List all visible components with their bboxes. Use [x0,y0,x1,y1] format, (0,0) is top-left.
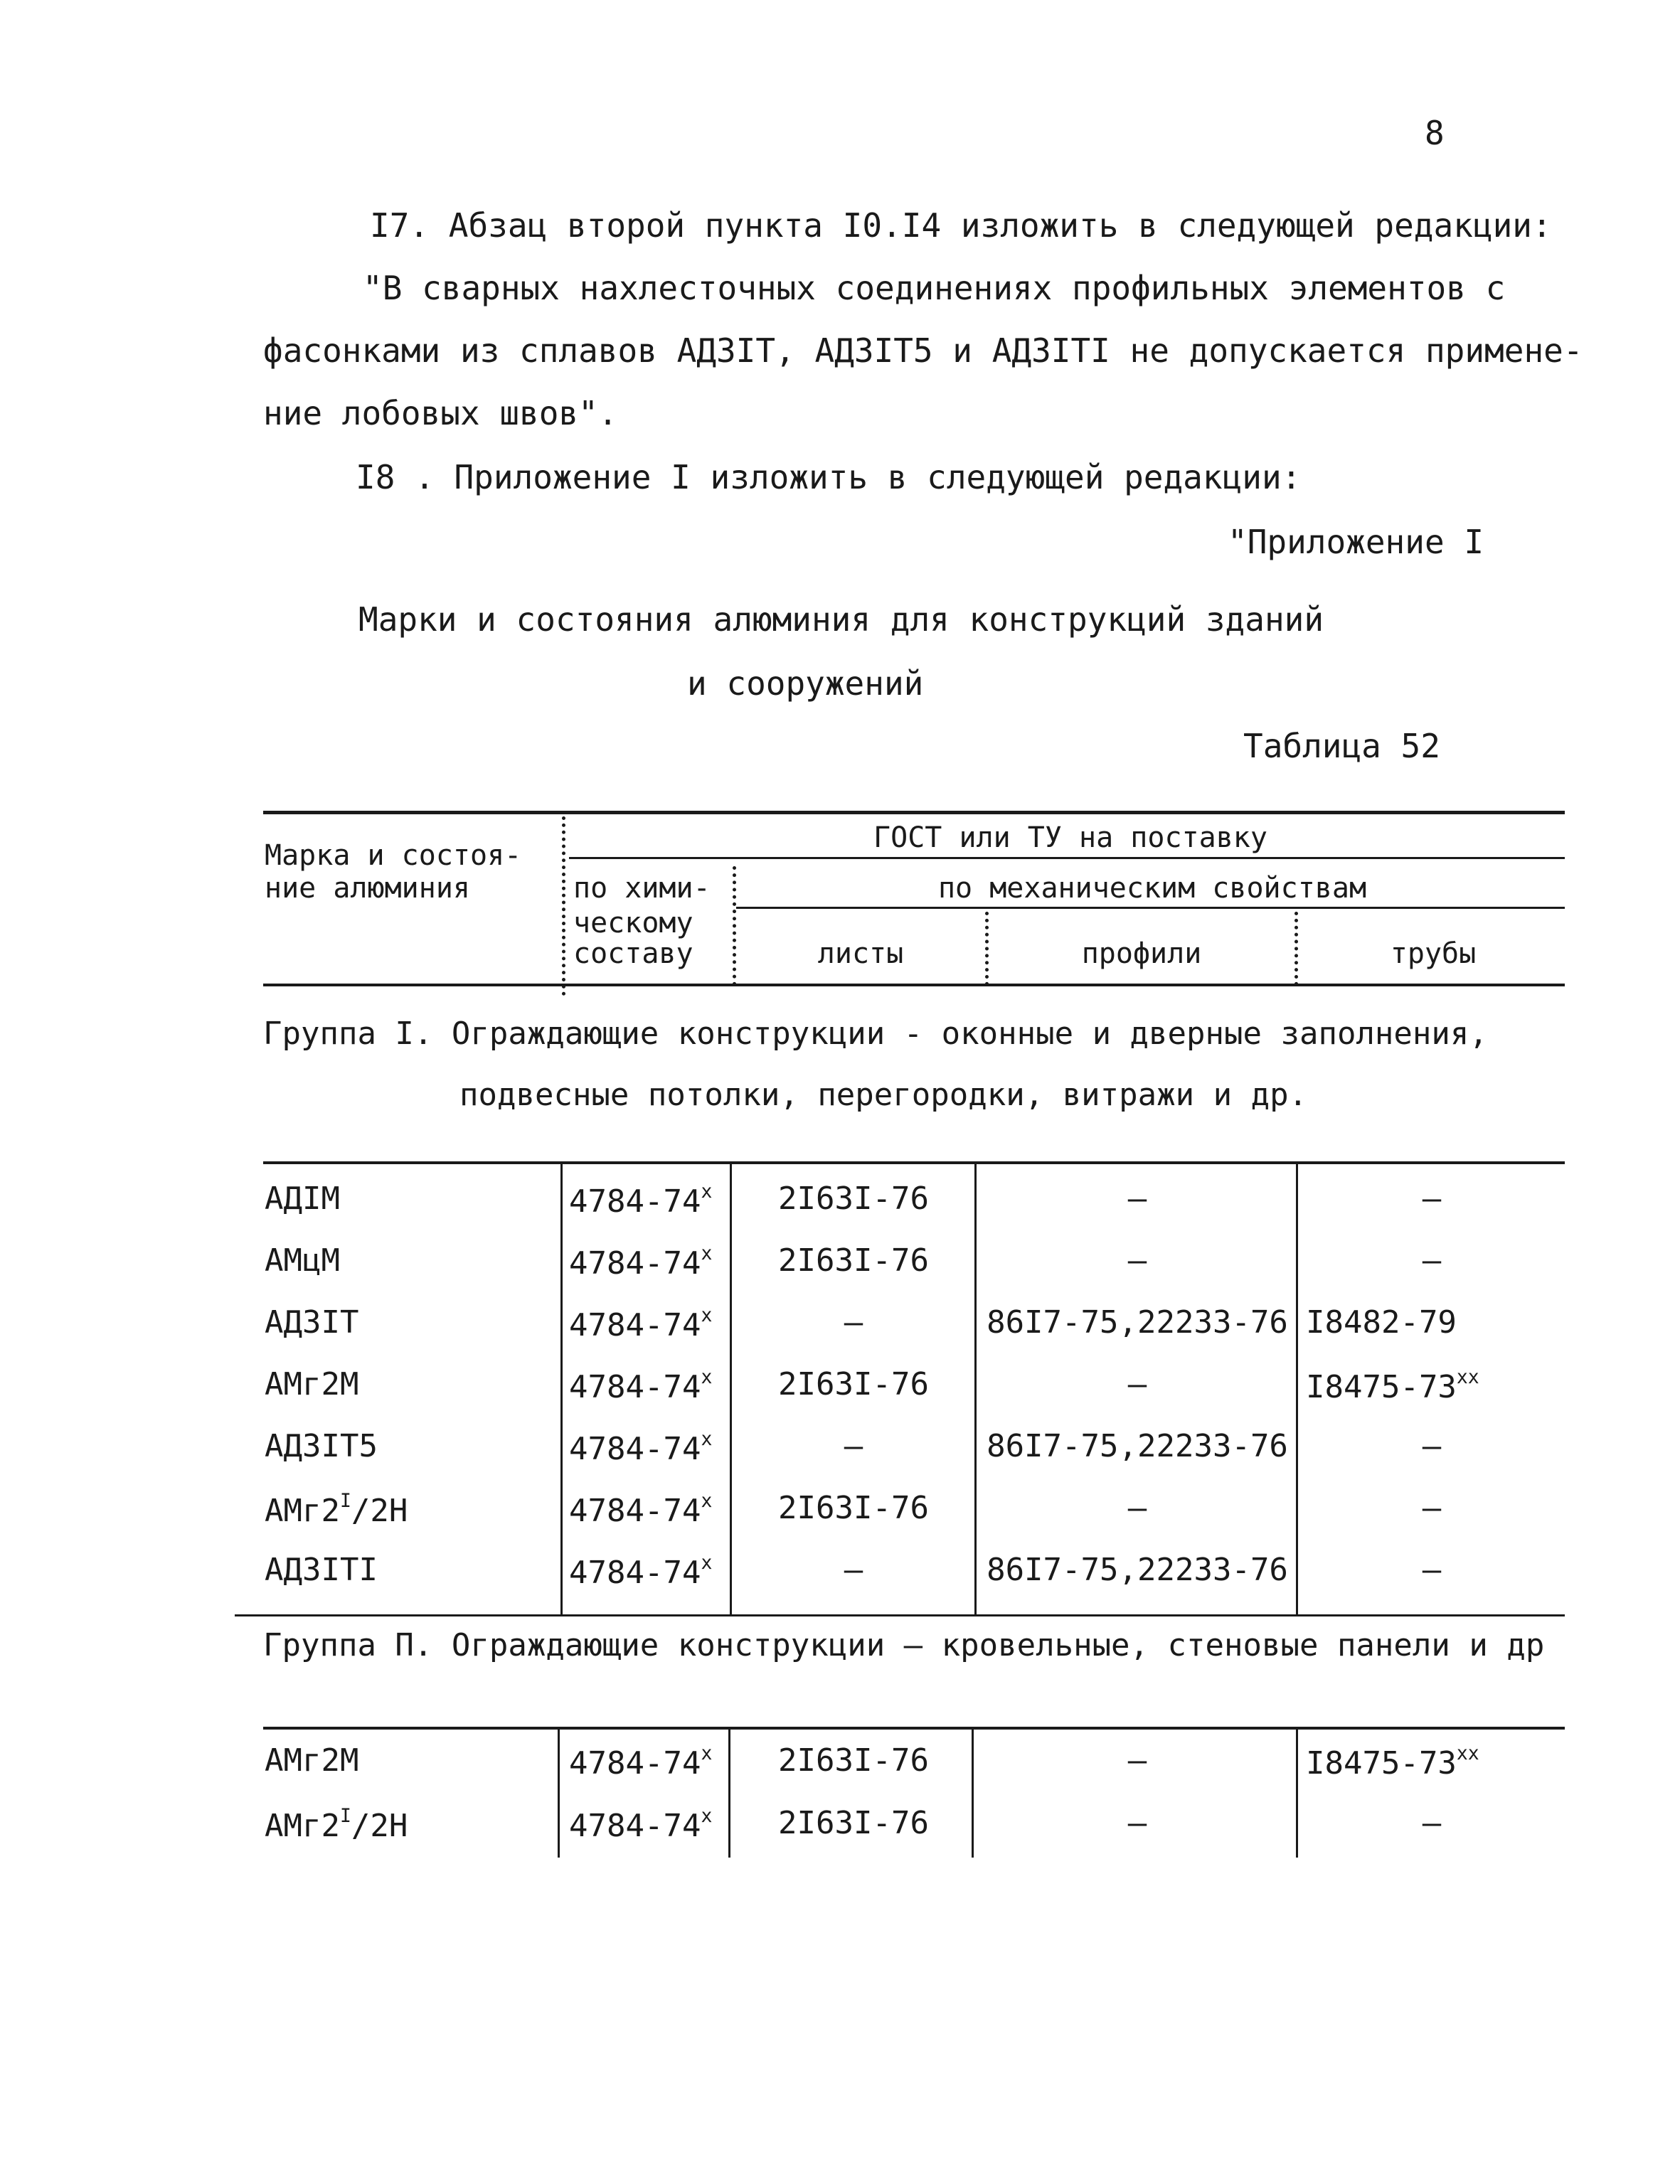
tubes-standard: – [1422,1552,1442,1588]
profiles-standard: – [1127,1242,1147,1279]
cell-tubes [1306,1304,1457,1341]
cell-chem [569,1552,712,1591]
tubes-standard: I8475-73 [1306,1368,1457,1405]
cell-chem [569,1304,712,1343]
cell-sheets [733,1304,974,1341]
profiles-standard: 86I7-75,22233-76 [987,1304,1288,1341]
profiles-standard: 86I7-75,22233-76 [987,1552,1288,1588]
header-profiles: профили [1081,937,1202,970]
profiles-standard: – [1127,1366,1147,1402]
group-1-heading-line-1: Группа I. Ограждающие конструкции - оконные и дверные заполнения, [263,1016,1488,1052]
group-2-col-divider-1 [558,1730,560,1858]
cell-grade [265,1742,358,1779]
sheets-standard: – [844,1552,863,1588]
paragraph-17-line-3: фасонками из сплавов АД3IТ, АД3IТ5 и АД3IТI не допускается примене- [263,331,1583,370]
page-number: 8 [1425,114,1445,152]
header-chem-3: составу [573,937,693,970]
chem-standard: 4784-74 [569,1183,701,1220]
appendix-label: "Приложение I [1228,523,1484,561]
header-chem-1: по хими- [573,872,711,905]
header-tubes: трубы [1390,937,1477,970]
title-line-1: Марки и состояния алюминия для конструкций зданий [358,600,1324,639]
grade-text: АМг2М [265,1742,359,1779]
header-divider-1 [562,816,565,996]
chem-standard: 4784-74 [569,1554,701,1591]
group-1-col-divider-2 [730,1163,732,1614]
cell-profiles [977,1805,1297,1841]
chem-standard: 4784-74 [569,1245,701,1282]
cell-chem [569,1490,712,1529]
chem-superscript: х [701,1304,713,1326]
cell-profiles [977,1428,1297,1464]
grade-text: АДIМ [265,1181,340,1217]
sheets-standard: 2I63I-76 [778,1242,929,1279]
cell-profiles [977,1242,1297,1279]
group-2-col-divider-2 [728,1730,730,1858]
cell-grade [265,1805,408,1844]
sheets-standard: 2I63I-76 [778,1490,929,1526]
header-grade-2: ние алюминия [265,872,470,905]
chem-standard: 4784-74 [569,1807,701,1844]
cell-tubes [1299,1428,1565,1464]
profiles-standard: – [1127,1490,1147,1526]
grade-text: АД3IТI [265,1552,378,1588]
cell-sheets [733,1428,974,1464]
tubes-standard: – [1422,1181,1442,1217]
cell-profiles [977,1366,1297,1402]
cell-grade [265,1428,378,1464]
sheets-standard: – [844,1304,863,1341]
chem-superscript: х [701,1242,713,1264]
cell-chem [569,1366,712,1405]
chem-superscript: х [701,1742,713,1764]
cell-grade [265,1552,378,1588]
chem-standard: 4784-74 [569,1306,701,1343]
cell-tubes [1299,1805,1565,1841]
grade-text: АД3IТ5 [265,1428,378,1464]
cell-grade [265,1304,358,1341]
chem-standard: 4784-74 [569,1492,701,1529]
header-gost: ГОСТ или ТУ на поставку [873,821,1267,854]
cell-sheets [733,1805,974,1841]
paragraph-17-line-1: I7. Абзац второй пункта I0.I4 изложить в следующей редакции: [370,206,1552,245]
tubes-standard: I8475-73 [1306,1744,1457,1781]
tubes-standard: – [1422,1490,1442,1526]
title-line-2: и сооружений [687,664,924,703]
sheets-standard: 2I63I-76 [778,1805,929,1841]
cell-grade [265,1366,358,1402]
tubes-standard: – [1422,1428,1442,1464]
cell-sheets [733,1181,974,1217]
cell-profiles [977,1181,1297,1217]
cell-profiles [977,1742,1297,1779]
group-1-top-rule [263,1161,1565,1164]
header-chem-2: ческому [573,907,693,939]
cell-chem [569,1805,712,1844]
chem-superscript: х [701,1490,713,1512]
header-divider-4 [1294,912,1298,986]
cell-chem [569,1242,712,1282]
paragraph-18: I8 . Приложение I изложить в следующей редакции: [356,458,1302,496]
cell-profiles [977,1304,1297,1341]
profiles-standard: – [1127,1181,1147,1217]
cell-grade [265,1242,340,1279]
group-1-col-divider-1 [560,1163,563,1614]
sheets-standard: 2I63I-76 [778,1742,929,1779]
group-2-heading: Группа П. Ограждающие конструкции – кровельные, стеновые панели и др [263,1627,1545,1663]
chem-superscript: х [701,1181,713,1203]
profiles-standard: 86I7-75,22233-76 [987,1428,1288,1464]
grade-text: АМг2 [265,1807,340,1844]
chem-superscript: х [701,1805,713,1827]
header-mech: по механическим свойствам [937,872,1367,905]
tubes-superscript: хх [1456,1366,1479,1388]
cell-chem [569,1742,712,1781]
cell-sheets [733,1742,974,1779]
chem-superscript: х [701,1552,713,1574]
cell-tubes [1299,1490,1565,1526]
profiles-standard: – [1127,1805,1147,1841]
sheets-standard: 2I63I-76 [778,1181,929,1217]
group-1-col-divider-3 [974,1163,977,1614]
tubes-standard: – [1422,1805,1442,1841]
header-divider-3 [985,912,989,986]
cell-tubes [1306,1742,1479,1781]
cell-profiles [977,1552,1297,1588]
cell-tubes [1299,1242,1565,1279]
header-divider-2 [733,866,736,986]
tubes-standard: I8482-79 [1306,1304,1457,1341]
profiles-standard: – [1127,1742,1147,1779]
cell-tubes [1299,1181,1565,1217]
grade-superscript: I [339,1490,351,1512]
tubes-standard: – [1422,1242,1442,1279]
sheets-standard: – [844,1428,863,1464]
cell-chem [569,1181,712,1220]
cell-profiles [977,1490,1297,1526]
header-sheets: листы [817,937,904,970]
chem-standard: 4784-74 [569,1368,701,1405]
mech-underline [736,907,1565,909]
grade-text: АМг2М [265,1366,359,1402]
sheets-standard: 2I63I-76 [778,1366,929,1402]
grade-text: АД3IТ [265,1304,359,1341]
cell-grade [265,1490,408,1529]
cell-chem [569,1428,712,1467]
grade-suffix: /2Н [351,1807,408,1844]
paragraph-17-line-2: "В сварных нахлесточных соединениях профильных элементов с [363,269,1506,307]
group-1-bottom-rule [235,1614,1565,1616]
group-2-top-rule [263,1727,1565,1730]
chem-superscript: х [701,1428,713,1450]
grade-superscript: I [339,1805,351,1827]
chem-standard: 4784-74 [569,1744,701,1781]
header-bottom-rule [263,984,1565,986]
table-label: Таблица 52 [1243,727,1440,765]
paragraph-17-line-4: ние лобовых швов". [263,394,618,432]
gost-underline [569,857,1565,859]
grade-suffix: /2Н [351,1492,408,1529]
cell-sheets [733,1366,974,1402]
grade-text: АМг2 [265,1492,340,1529]
header-grade-1: Марка и состоя- [265,839,522,872]
header-top-rule [263,811,1565,814]
chem-standard: 4784-74 [569,1430,701,1467]
cell-grade [265,1181,340,1217]
cell-sheets [733,1490,974,1526]
cell-sheets [733,1242,974,1279]
grade-text: АМцМ [265,1242,340,1279]
cell-sheets [733,1552,974,1588]
cell-tubes [1306,1366,1479,1405]
cell-tubes [1299,1552,1565,1588]
group-1-heading-line-2: подвесные потолки, перегородки, витражи и др. [459,1077,1308,1113]
tubes-superscript: хх [1456,1742,1479,1764]
chem-superscript: х [701,1366,713,1388]
